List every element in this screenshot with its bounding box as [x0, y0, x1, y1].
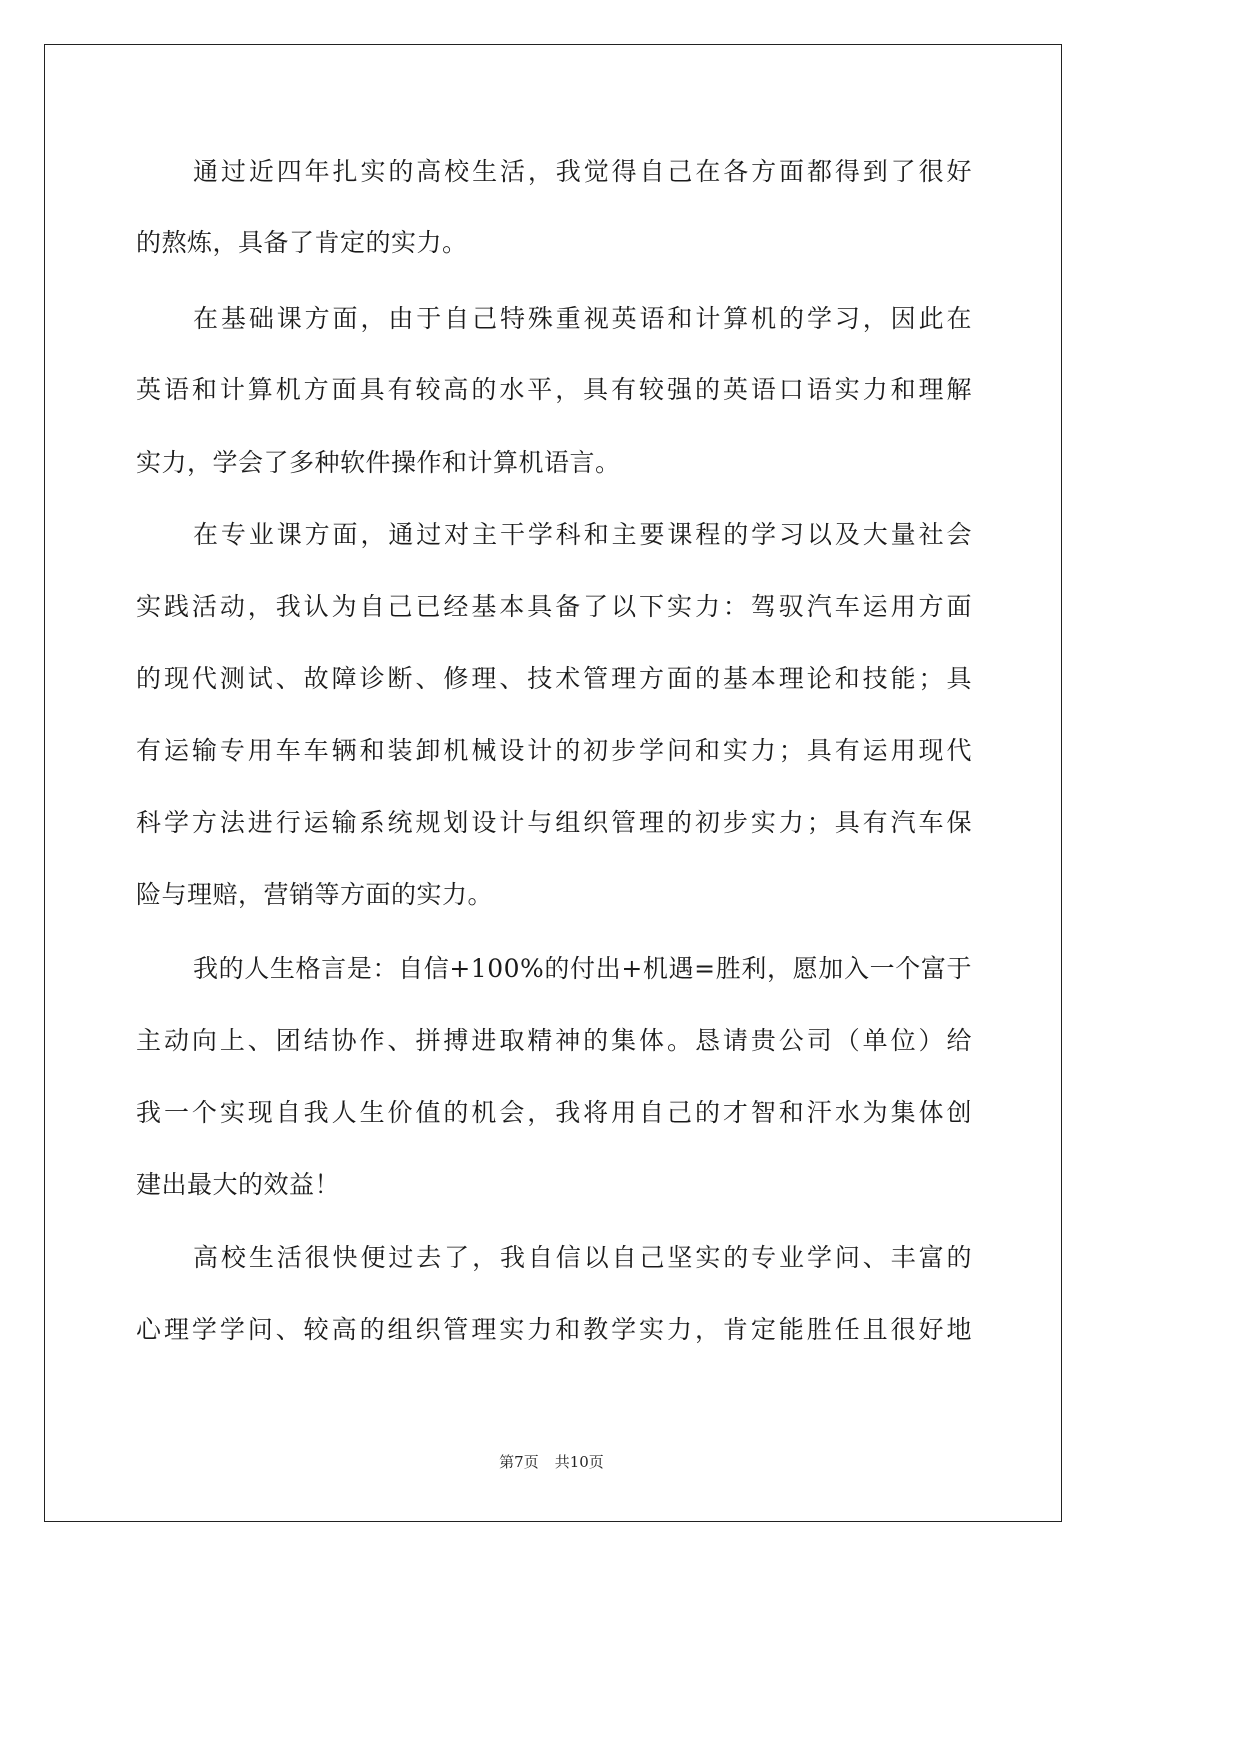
page-total: 共10页: [554, 1453, 604, 1471]
paragraph-1-line-2: 的熬炼，具备了肯定的实力。: [136, 228, 468, 257]
paragraph-1-line-1: 通过近四年扎实的高校生活，我觉得自己在各方面都得到了很好: [193, 157, 972, 186]
paragraph-3-line-1: 在专业课方面，通过对主干学科和主要课程的学习以及大量社会: [193, 520, 972, 549]
paragraph-3-line-4: 有运输专用车车辆和装卸机械设计的初步学问和实力；具有运用现代: [136, 736, 972, 765]
paragraph-3-line-5: 科学方法进行运输系统规划设计与组织管理的初步实力；具有汽车保: [136, 808, 972, 837]
paragraph-3-line-2: 实践活动，我认为自己已经基本具备了以下实力：驾驭汽车运用方面: [136, 592, 972, 621]
paragraph-4-line-2: 主动向上、团结协作、拼搏进取精神的集体。恳请贵公司（单位）给: [136, 1026, 972, 1055]
paragraph-2-line-1: 在基础课方面，由于自己特殊重视英语和计算机的学习，因此在: [193, 304, 972, 333]
paragraph-4-line-1: 我的人生格言是：自信+100%的付出+机遇=胜利，愿加入一个富于: [193, 954, 972, 983]
page-border: [44, 44, 1062, 1522]
paragraph-5-line-2: 心理学学问、较高的组织管理实力和教学实力，肯定能胜任且很好地: [136, 1315, 972, 1344]
paragraph-5-line-1: 高校生活很快便过去了，我自信以自己坚实的专业学问、丰富的: [193, 1243, 972, 1272]
paragraph-4-line-4: 建出最大的效益！: [136, 1170, 341, 1199]
paragraph-4-line-3: 我一个实现自我人生价值的机会，我将用自己的才智和汗水为集体创: [136, 1098, 972, 1127]
page-number-footer: [0, 1452, 1103, 1472]
paragraph-2-line-3: 实力，学会了多种软件操作和计算机语言。: [136, 448, 621, 477]
paragraph-2-line-2: 英语和计算机方面具有较高的水平，具有较强的英语口语实力和理解: [136, 375, 972, 404]
page-current: 第7页: [499, 1453, 539, 1471]
paragraph-3-line-6: 险与理赔，营销等方面的实力。: [136, 880, 494, 909]
paragraph-3-line-3: 的现代测试、故障诊断、修理、技术管理方面的基本理论和技能；具: [136, 664, 972, 693]
